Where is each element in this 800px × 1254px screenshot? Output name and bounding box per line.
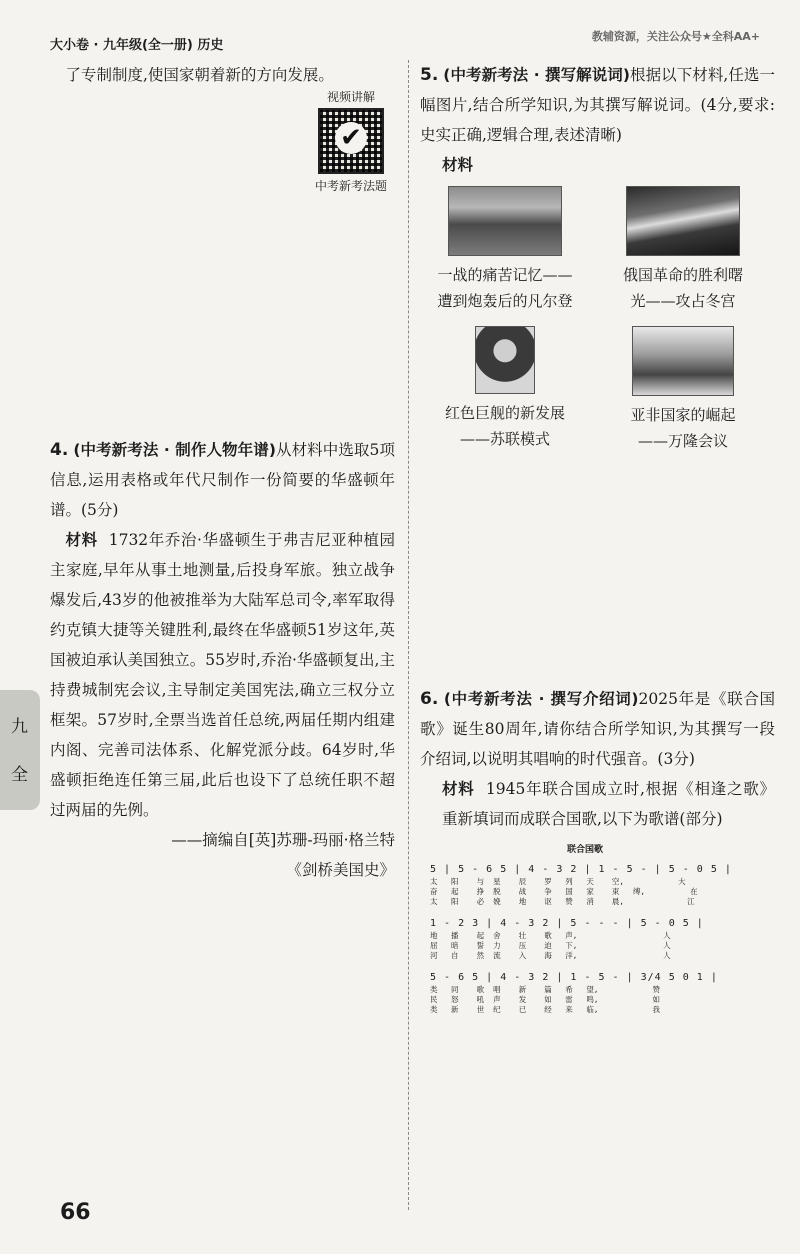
q5-material-label: 材料 — [442, 156, 474, 174]
anthem-score — [430, 842, 740, 1015]
q4-material-text: 1732年乔治·华盛顿生于弗吉尼亚种植园主家庭,早年从事土地测量,后投身军旅。独立战争爆发后,43岁的他被推举为大陆军总司令,率军取得约克镇大捷等关键胜利,最终在华盛顿51岁这年,英国被迫承认美国独立。55岁时,乔治·华盛顿复出,主持费城制宪会议,主导制定美国宪法,确立三权分立框架。57岁时,全票当选首任总统,两届任期内组建内阁、完善司法体系、化解党派分歧。64岁时,华盛顿拒绝连任第三届,此后也设下了总统任职不超过两届的先例。 — [50, 531, 395, 819]
previous-text-end: 了专制制度,使国家朝着新的方向发展。 — [65, 66, 334, 84]
score-title: 联合国歌 — [566, 845, 603, 855]
question-6 — [420, 684, 775, 1015]
q5-pic-bandung: 亚非国家的崛起 ——万隆会议 — [598, 326, 768, 454]
q5-pic-soviet-model: 红色巨舰的新发展 ——苏联模式 — [420, 326, 590, 454]
column-divider — [408, 60, 409, 1210]
qr-code-block[interactable] — [305, 88, 397, 194]
q5-number: 5. — [420, 65, 439, 85]
q6-tag: (中考新考法 · 撰写介绍词) — [443, 690, 639, 708]
q4-number: 4. — [50, 440, 69, 460]
winter-palace-photo — [626, 186, 740, 256]
qr-caption-bottom: 中考新考法题 — [314, 179, 387, 193]
stalin-portrait — [475, 326, 535, 394]
q5-image-grid — [420, 186, 775, 454]
q5-pic-verdun: 一战的痛苦记忆—— 遭到炮轰后的凡尔登 — [420, 186, 590, 314]
q4-tag: (中考新考法 · 制作人物年谱) — [73, 441, 276, 459]
question-5 — [420, 60, 775, 454]
checkmark-icon: ✔ — [335, 122, 367, 154]
score-line-3: 5 - 6 5 | 4 - 3 2 | 1 - 5 - | 3/4 5 0 1 | 类 同 歌 唱 新 篇 希 望, 赞 民 怒 吼 声 发 如 雷 鸣, 如 类 新 世 纪 已 经 来 临, 我 — [430, 972, 718, 1014]
q4-prompt: 从材料中选取5项信息,运用表格或年代尺制作一份简要的华盛顿年谱。(5分) — [50, 441, 395, 519]
watermark-text: 教辅资源，关注公众号★全科AA+ — [591, 30, 760, 43]
qr-caption-top: 视频讲解 — [326, 90, 375, 104]
q5-tag: (中考新考法 · 撰写解说词) — [443, 66, 630, 84]
q5-prompt: 根据以下材料,任选一幅图片,结合所学知识,为其撰写解说词。(4分,要求:史实正确,逻辑合理,表述清晰) — [420, 66, 775, 144]
q6-number: 6. — [420, 689, 439, 709]
side-tab-char-2: 全 — [11, 765, 28, 785]
q4-source-book: 《剑桥美国史》 — [286, 861, 395, 879]
side-tab — [0, 690, 40, 810]
bandung-conference-photo — [632, 326, 734, 396]
score-line-1: 5 | 5 - 6 5 | 4 - 3 2 | 1 - 5 - | 5 - 0 5 | 太 阳 与 星 辰 罗 列 天 空, 大 奋 起 挣 脱 战 争 国 家 束 缚, 在 太 阳 必 娩 地 讴 赞 消 晨, 江 — [430, 864, 732, 906]
page-number: 66 — [60, 1200, 91, 1225]
q4-material-label: 材料 — [65, 531, 98, 549]
q6-material-text: 1945年联合国成立时,根据《相逢之歌》重新填词而成联合国歌,以下为歌谱(部分) — [442, 780, 775, 828]
book-title: 大小卷 · 九年级(全一册) 历史 — [50, 38, 224, 53]
verdun-photo — [448, 186, 562, 256]
side-tab-char-1: 九 — [11, 717, 28, 737]
q4-source-author: ——摘编自[英]苏珊-玛丽·格兰特 — [171, 831, 395, 849]
q6-prompt: 2025年是《联合国歌》诞生80周年,请你结合所学知识,为其撰写一段介绍词,以说明其唱响的时代强音。(3分) — [420, 690, 775, 768]
right-column — [420, 60, 775, 1025]
q5-pic-winter-palace: 俄国革命的胜利曙 光——攻占冬宫 — [598, 186, 768, 314]
answer-space-q5 — [420, 454, 775, 684]
question-4 — [50, 435, 395, 885]
qr-code-image[interactable] — [318, 108, 384, 174]
score-line-2: 1 - 2 3 | 4 - 3 2 | 5 - - - | 5 - 0 5 | 地 播 起 舍 壮 歌 声, 人 屈 暗 誓 力 压 迫 下, 人 河 自 然 流 入 海 洋, 人 — [430, 918, 704, 960]
q6-material-label: 材料 — [442, 780, 475, 798]
